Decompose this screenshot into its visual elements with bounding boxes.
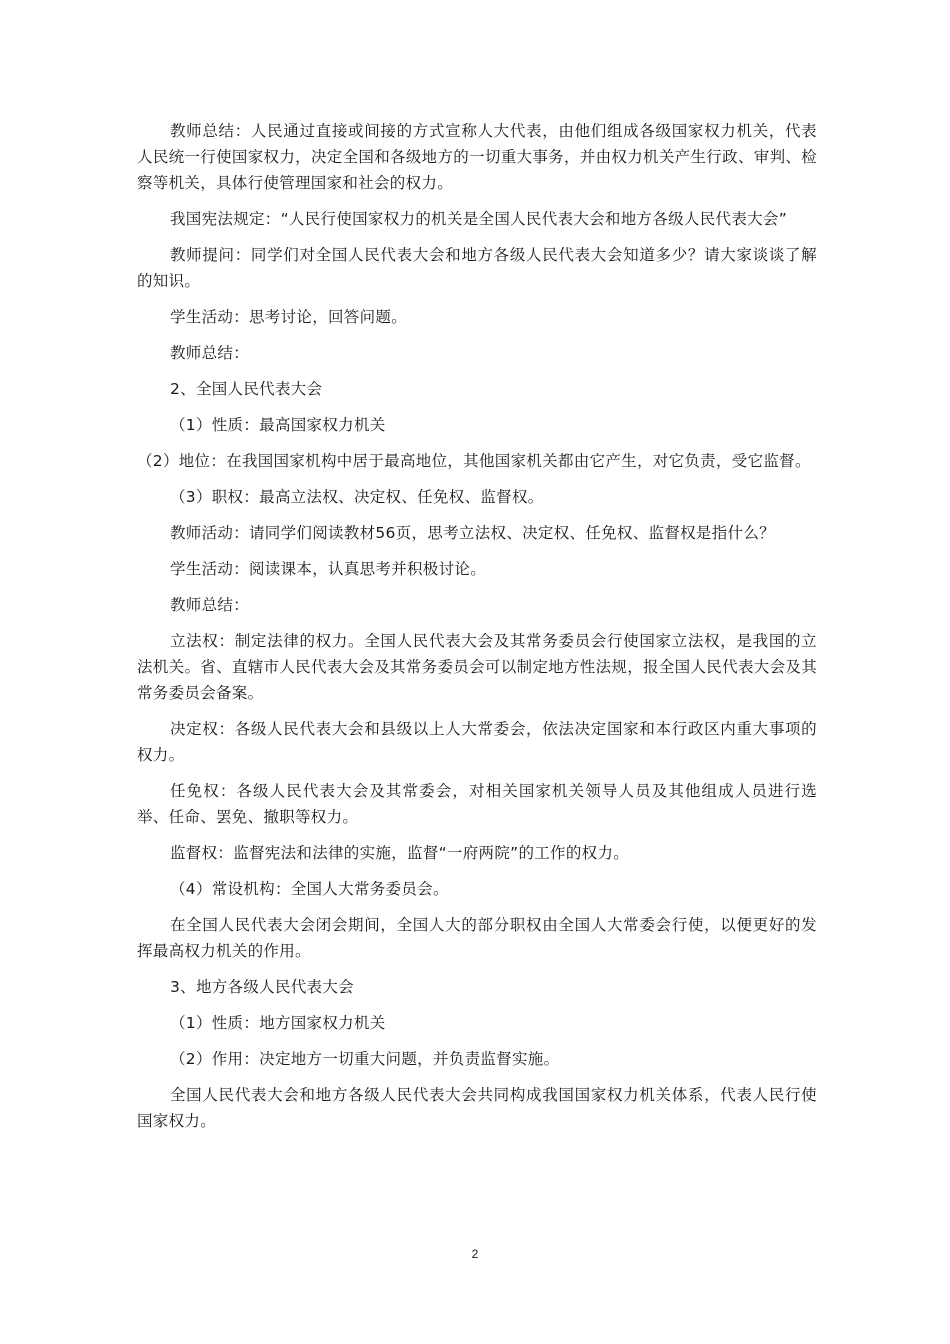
paragraph: （1）性质：最高国家权力机关	[170, 416, 386, 434]
page-number: 2	[471, 1247, 479, 1261]
paragraph: 全国人民代表大会和地方各级人民代表大会共同构成我国国家权力机关体系，代表人民行使国家权力。	[137, 1086, 817, 1130]
document-body	[137, 118, 817, 1144]
paragraph: （1）性质：地方国家权力机关	[170, 1014, 386, 1032]
paragraph: （4）常设机构：全国人大常务委员会。	[170, 880, 449, 898]
paragraph: 我国宪法规定：“人民行使国家权力的机关是全国人民代表大会和地方各级人民代表大会”	[170, 210, 788, 228]
paragraph: （2）地位：在我国国家机构中居于最高地位，其他国家机关都由它产生，对它负责，受它监督。	[137, 452, 811, 470]
paragraph: 立法权：制定法律的权力。全国人民代表大会及其常务委员会行使国家立法权，是我国的立法机关。省、直辖市人民代表大会及其常务委员会可以制定地方性法规，报全国人民代表大会及其常务委员会备案。	[137, 632, 817, 702]
section-heading: 2、全国人民代表大会	[170, 380, 323, 398]
paragraph: 任免权：各级人民代表大会及其常委会，对相关国家机关领导人员及其他组成人员进行选举、任命、罢免、撤职等权力。	[137, 782, 817, 826]
paragraph: 决定权：各级人民代表大会和县级以上人大常委会，依法决定国家和本行政区内重大事项的权力。	[137, 720, 817, 764]
paragraph: 在全国人民代表大会闭会期间，全国人大的部分职权由全国人大常委会行使，以便更好的发挥最高权力机关的作用。	[137, 916, 817, 960]
paragraph: 教师总结：人民通过直接或间接的方式宣称人大代表，由他们组成各级国家权力机关，代表人民统一行使国家权力，决定全国和各级地方的一切重大事务，并由权力机关产生行政、审判、检察等机关，具体行使管理国家和社会的权力。	[137, 122, 817, 192]
paragraph: 监督权：监督宪法和法律的实施，监督“一府两院”的工作的权力。	[170, 844, 630, 862]
paragraph: 教师活动：请同学们阅读教材56页，思考立法权、决定权、任免权、监督权是指什么？	[170, 524, 775, 542]
paragraph: （3）职权：最高立法权、决定权、任免权、监督权。	[170, 488, 544, 506]
paragraph: 学生活动：思考讨论，回答问题。	[170, 308, 408, 326]
paragraph: 教师提问：同学们对全国人民代表大会和地方各级人民代表大会知道多少？请大家谈谈了解的知识。	[137, 246, 817, 290]
section-heading: 3、地方各级人民代表大会	[170, 978, 354, 996]
paragraph: 教师总结：	[170, 596, 250, 614]
paragraph: （2）作用：决定地方一切重大问题，并负责监督实施。	[170, 1050, 560, 1068]
paragraph: 学生活动：阅读课本，认真思考并积极讨论。	[170, 560, 487, 578]
paragraph: 教师总结：	[170, 344, 250, 362]
